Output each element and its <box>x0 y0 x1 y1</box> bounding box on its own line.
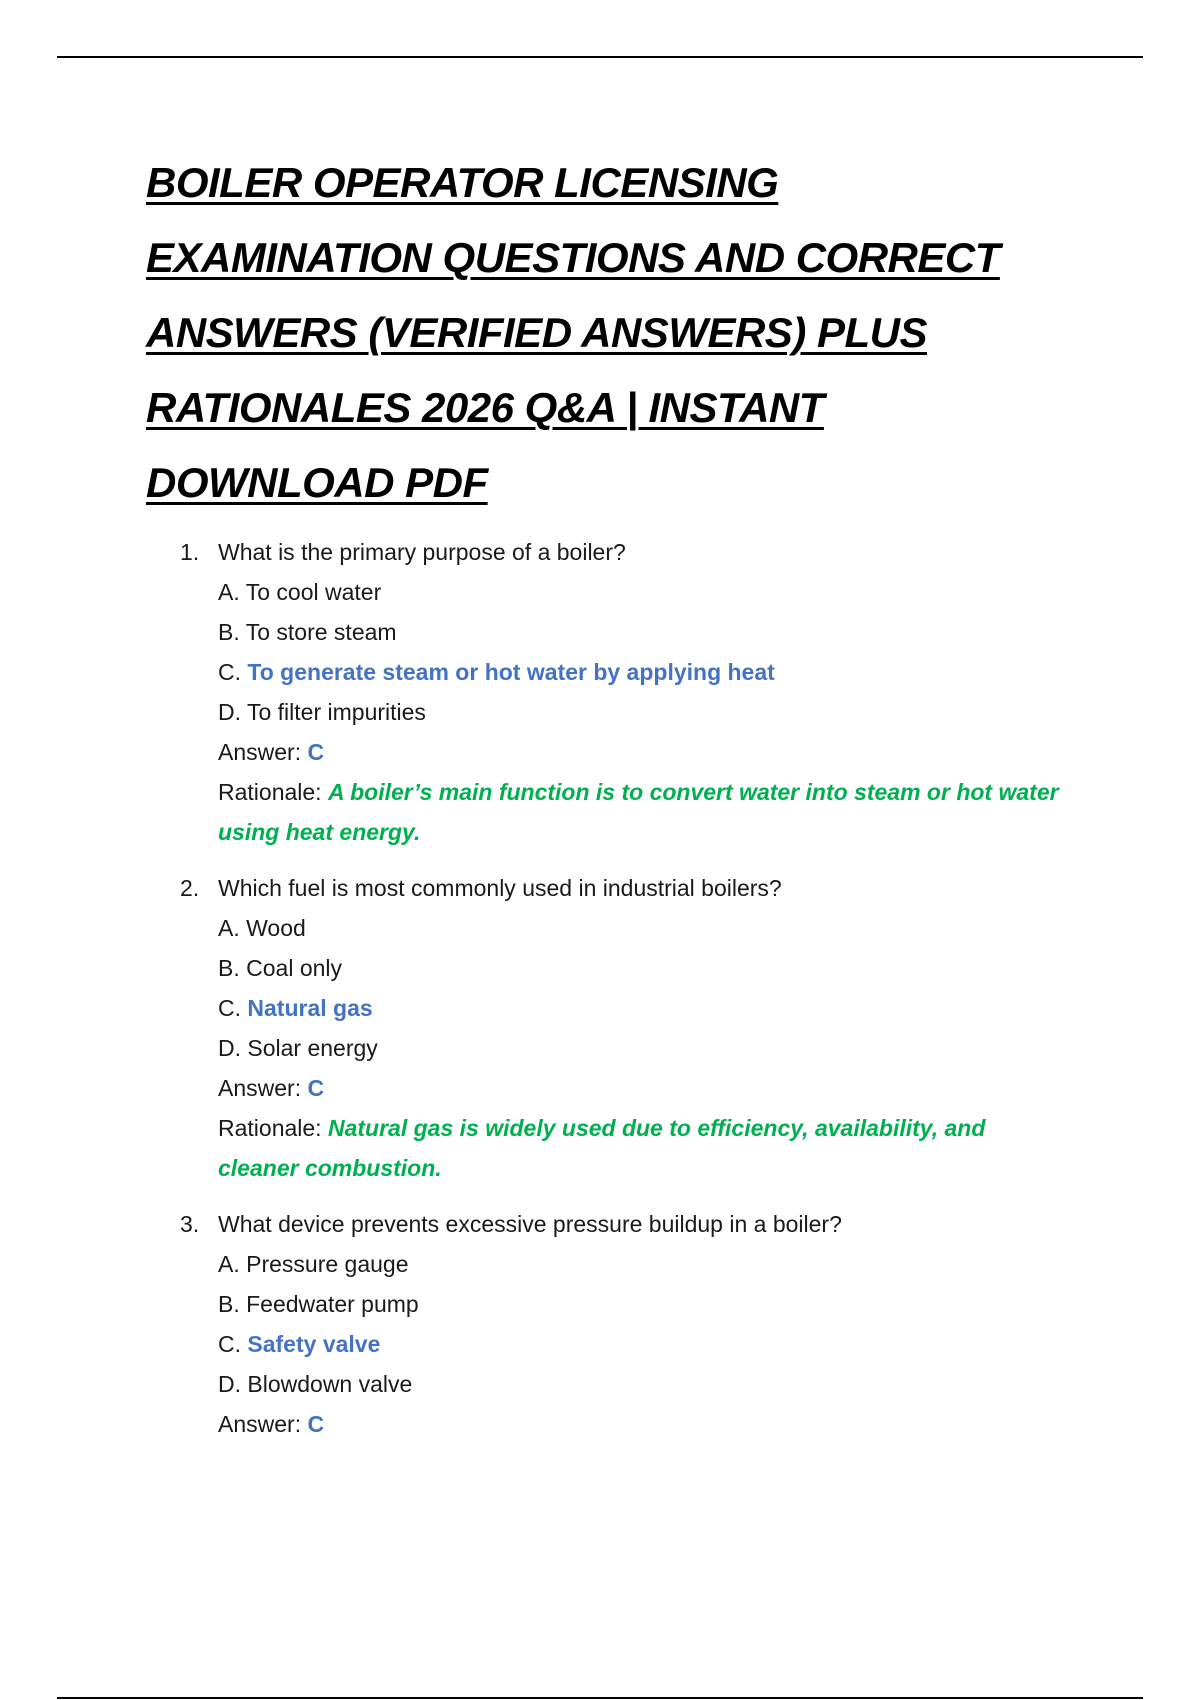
answer-line <box>218 1068 1200 1108</box>
rationale <box>218 772 1068 852</box>
option-text: To store steam <box>245 619 397 645</box>
option-b <box>218 948 1200 988</box>
option-letter: B. <box>218 955 240 981</box>
question-1 <box>0 532 1200 852</box>
option-text: To generate steam or hot water by applying heat <box>247 659 775 685</box>
option-letter: A. <box>218 915 240 941</box>
question-number: 2. <box>180 875 200 901</box>
option-d <box>218 692 1200 732</box>
question-2 <box>0 868 1200 1188</box>
title-line: RATIONALES 2026 Q&A | INSTANT <box>146 384 824 431</box>
question-text: What device prevents excessive pressure buildup in a boiler? <box>218 1211 842 1237</box>
option-letter: D. <box>218 1371 241 1397</box>
option-letter: A. <box>218 1251 240 1277</box>
question-number: 1. <box>180 539 200 565</box>
title-line: DOWNLOAD PDF <box>146 459 488 506</box>
option-b <box>218 1284 1200 1324</box>
answer-line <box>218 732 1200 772</box>
rationale-label: Rationale: <box>218 779 322 805</box>
option-a <box>218 1244 1200 1284</box>
answer-label: Answer: <box>218 1075 302 1101</box>
top-rule <box>57 56 1143 58</box>
option-text: Coal only <box>246 955 343 981</box>
option-c-correct <box>218 988 1200 1028</box>
answer-value: C <box>307 1411 325 1437</box>
option-letter: C. <box>218 1331 241 1357</box>
option-letter: B. <box>218 619 240 645</box>
option-c-correct <box>218 652 1200 692</box>
title-line: BOILER OPERATOR LICENSING <box>146 159 779 206</box>
rationale <box>218 1108 1068 1188</box>
option-letter: C. <box>218 659 241 685</box>
question-text: What is the primary purpose of a boiler? <box>218 539 626 565</box>
option-text: Solar energy <box>247 1035 378 1061</box>
option-a <box>218 572 1200 612</box>
option-text: Natural gas <box>247 995 373 1021</box>
option-letter: C. <box>218 995 241 1021</box>
question-prompt <box>0 1204 1200 1244</box>
option-b <box>218 612 1200 652</box>
question-list <box>0 532 1200 1460</box>
answer-label: Answer: <box>218 1411 302 1437</box>
option-d <box>218 1028 1200 1068</box>
answer-label: Answer: <box>218 739 302 765</box>
rationale-text: A boiler’s main function is to convert water into steam or hot water using heat energy. <box>218 779 1059 845</box>
option-text: Blowdown valve <box>247 1371 413 1397</box>
option-letter: D. <box>218 699 241 725</box>
option-text: To filter impurities <box>246 699 426 725</box>
option-text: Wood <box>246 915 306 941</box>
answer-value: C <box>307 739 325 765</box>
option-letter: D. <box>218 1035 241 1061</box>
question-prompt <box>0 532 1200 572</box>
title-line: EXAMINATION QUESTIONS AND CORRECT <box>146 234 1000 281</box>
question-number: 3. <box>180 1211 200 1237</box>
option-text: Safety valve <box>247 1331 381 1357</box>
option-d <box>218 1364 1200 1404</box>
answer-line <box>218 1404 1200 1444</box>
question-prompt <box>0 868 1200 908</box>
document-title <box>146 145 1086 520</box>
question-text: Which fuel is most commonly used in industrial boilers? <box>218 875 782 901</box>
option-c-correct <box>218 1324 1200 1364</box>
answer-value: C <box>307 1075 325 1101</box>
question-3 <box>0 1204 1200 1444</box>
option-a <box>218 908 1200 948</box>
option-text: Feedwater pump <box>246 1291 419 1317</box>
rationale-label: Rationale: <box>218 1115 322 1141</box>
option-text: To cool water <box>245 579 382 605</box>
option-letter: B. <box>218 1291 240 1317</box>
rationale-text: Natural gas is widely used due to efficiency, availability, and cleaner combustion. <box>218 1115 986 1181</box>
option-text: Pressure gauge <box>246 1251 409 1277</box>
option-letter: A. <box>218 579 240 605</box>
title-line: ANSWERS (VERIFIED ANSWERS) PLUS <box>146 309 927 356</box>
bottom-rule <box>57 1697 1143 1699</box>
